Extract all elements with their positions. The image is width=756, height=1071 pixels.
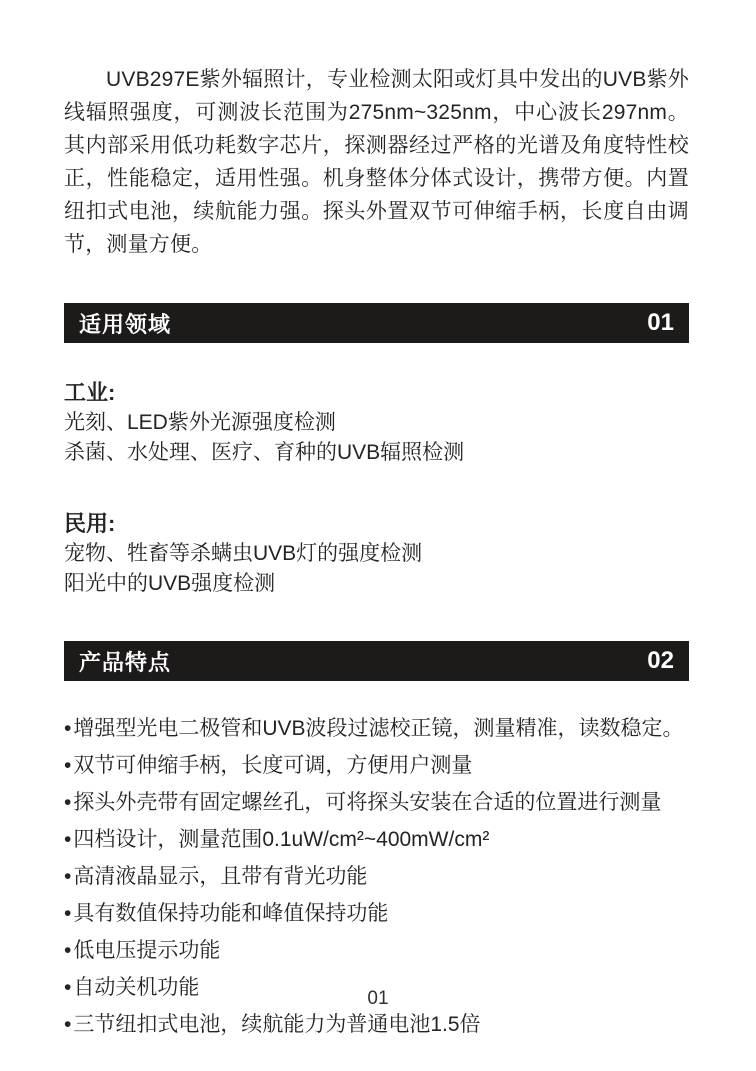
section-header-applications xyxy=(64,303,689,343)
section-number-applications: 01 xyxy=(647,309,674,336)
application-groups xyxy=(64,377,689,599)
feature-item xyxy=(64,710,689,747)
bullet-icon: • xyxy=(64,754,72,777)
feature-item xyxy=(64,747,689,784)
group-heading: 民用: xyxy=(64,511,116,536)
feature-text: 双节可伸缩手柄，长度可调，方便用户测量 xyxy=(73,754,473,777)
bullet-icon: • xyxy=(64,865,72,888)
feature-text: 具有数值保持功能和峰值保持功能 xyxy=(73,902,389,925)
group-item: 阳光中的UVB强度检测 xyxy=(64,572,276,595)
application-group xyxy=(64,377,689,468)
intro-paragraph: UVB297E紫外辐照计，专业检测太阳或灯具中发出的UVB紫外线辐照强度，可测波长范围为275nm~325nm，中心波长297nm。其内部采用低功耗数字芯片，探测器经过严格的光谱及角度特性校正，性能稳定，适用性强。机身整体分体式设计，携带方便。内置纽扣式电池，续航能力强。探头外置双节可伸缩手柄，长度自由调节，测量方便。 xyxy=(64,68,689,256)
bullet-icon: • xyxy=(64,976,72,999)
feature-item xyxy=(64,1006,689,1043)
bullet-icon: • xyxy=(64,791,72,814)
feature-text: 四档设计，测量范围0.1uW/cm²~400mW/cm² xyxy=(73,828,490,851)
section-title-features: 产品特点 xyxy=(79,649,172,675)
section-title-applications: 适用领域 xyxy=(79,311,172,337)
group-item: 光刻、LED紫外光源强度检测 xyxy=(64,411,336,434)
group-heading: 工业: xyxy=(64,380,116,405)
group-item: 杀菌、水处理、医疗、育种的UVB辐照检测 xyxy=(64,441,465,464)
bullet-icon: • xyxy=(64,902,72,925)
feature-text: 增强型光电二极管和UVB波段过滤校正镜，测量精准，读数稳定。 xyxy=(73,717,684,740)
bullet-icon: • xyxy=(64,1013,72,1036)
feature-text: 三节纽扣式电池，续航能力为普通电池1.5倍 xyxy=(73,1013,481,1036)
bullet-icon: • xyxy=(64,717,72,740)
section-number-features: 02 xyxy=(647,647,674,674)
feature-text: 高清液晶显示，且带有背光功能 xyxy=(73,865,368,888)
group-item: 宠物、牲畜等杀螨虫UVB灯的强度检测 xyxy=(64,542,423,565)
feature-item xyxy=(64,821,689,858)
feature-text: 探头外壳带有固定螺丝孔，可将探头安装在合适的位置进行测量 xyxy=(73,791,662,814)
feature-item xyxy=(64,895,689,932)
feature-text: 低电压提示功能 xyxy=(73,939,221,962)
feature-item xyxy=(64,858,689,895)
bullet-icon: • xyxy=(64,828,72,851)
section-header-features xyxy=(64,641,689,681)
application-group xyxy=(64,508,689,599)
feature-text: 自动关机功能 xyxy=(73,976,200,999)
feature-item xyxy=(64,784,689,821)
feature-item xyxy=(64,932,689,969)
bullet-icon: • xyxy=(64,939,72,962)
page-number: 01 xyxy=(367,988,389,1009)
